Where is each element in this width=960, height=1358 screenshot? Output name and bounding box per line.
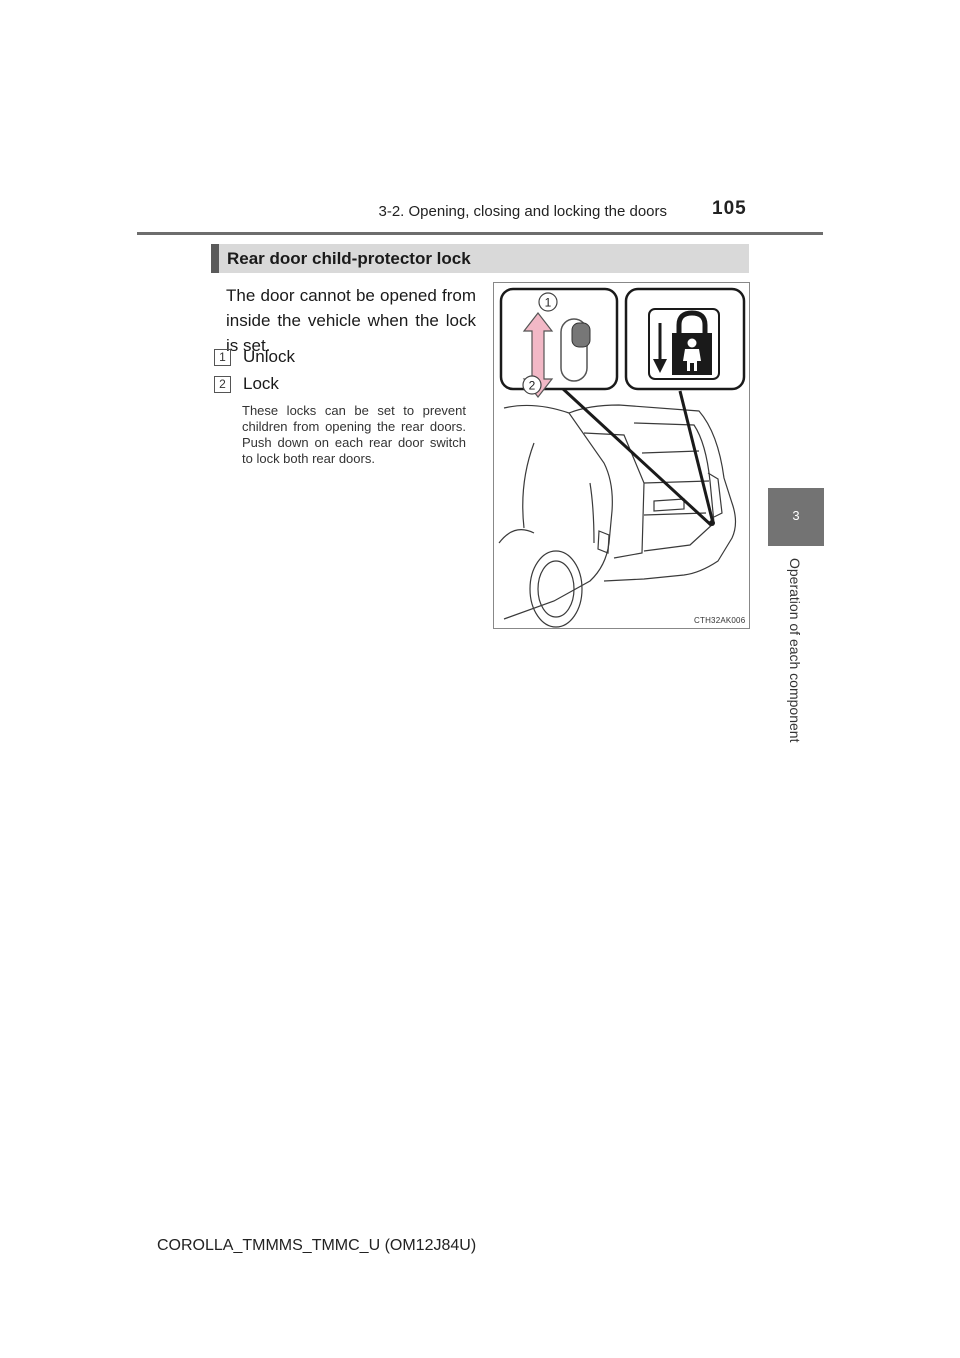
footer-code: COROLLA_TMMMS_TMMC_U (OM12J84U) [157,1237,477,1254]
section-heading: Rear door child-protector lock [211,244,749,273]
note-text: These locks can be set to prevent children from opening the rear doors. Push down on each rear door switch to lock both rear doors. [242,403,466,466]
chapter-tab-number: 3 [792,508,800,523]
chapter-tab [768,488,824,546]
running-header: 3-2. Opening, closing and locking the doors [378,203,667,220]
step-label-lock: Lock [243,374,279,393]
illustration-code: CTH32AK006 [694,616,746,625]
chapter-side-title: Operation of each component [787,558,803,743]
step-marker-1: 1 [214,349,231,366]
rear-door-car-illustration [494,283,751,630]
intro-text: The door cannot be opened from inside the vehicle when the lock is set. [226,286,476,355]
page-number: 105 [712,198,747,219]
callout-2-number: 2 [528,378,536,393]
step-label-unlock: Unlock [243,347,295,366]
child-lock-icon [649,309,719,379]
callout-leader-lines [562,388,713,525]
header-rule [137,232,823,235]
callout-1-number: 1 [544,295,552,310]
illustration-frame [493,282,750,629]
step-marker-2: 2 [214,376,231,393]
lever-zoom-box [501,289,617,389]
